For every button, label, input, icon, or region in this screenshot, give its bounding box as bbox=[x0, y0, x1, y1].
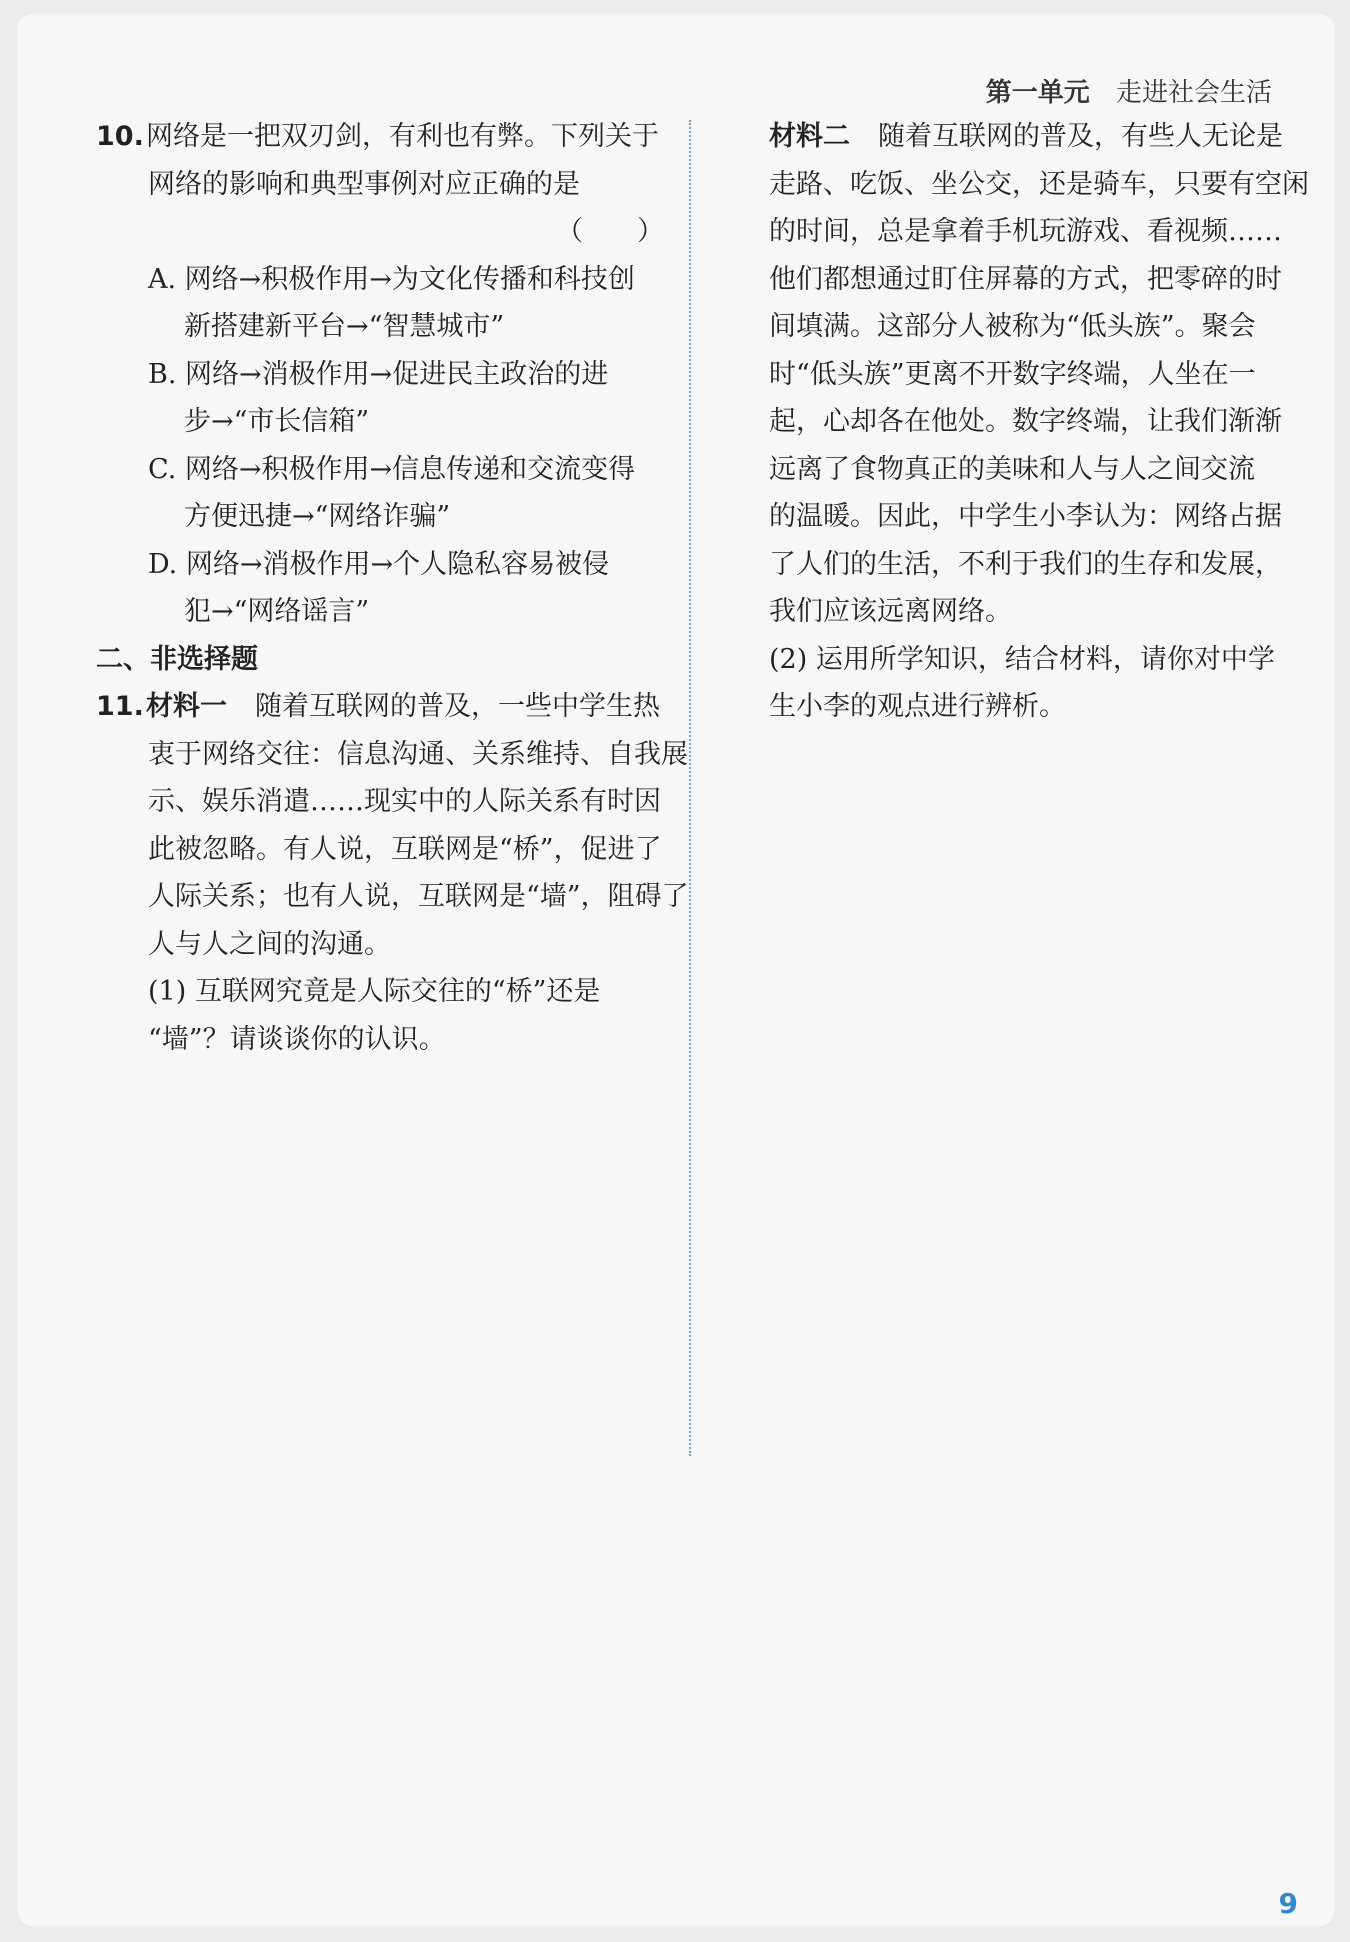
material2-line: 起，心却各在他处。数字终端，让我们渐渐 bbox=[769, 406, 1282, 437]
sub-question-1-line1: (1) 互联网究竟是人际交往的“桥”还是 bbox=[148, 976, 601, 1007]
sub-question-2-line2: 生小李的观点进行辨析。 bbox=[769, 691, 1066, 722]
material2-line: 了人们的生活，不利于我们的生存和发展， bbox=[769, 548, 1282, 580]
left-column bbox=[96, 113, 689, 1063]
sub-question-2-line1: (2) 运用所学知识，结合材料，请你对中学 bbox=[769, 643, 1275, 675]
material2-line: 的时间，总是拿着手机玩游戏、看视频…… bbox=[769, 216, 1282, 247]
unit-subtitle: 走进社会生活 bbox=[1115, 78, 1272, 108]
option-d-line2: 犯→“网络谣言” bbox=[184, 596, 370, 627]
answer-bracket: （ ） bbox=[556, 216, 664, 247]
material2-line: 的温暖。因此，中学生小李认为：网络占据 bbox=[769, 501, 1282, 532]
material2-line: 时“低头族”更离不开数字终端，人坐在一 bbox=[769, 358, 1256, 390]
q10-stem-line2: 网络的影响和典型事例对应正确的是 bbox=[148, 168, 580, 200]
column-divider bbox=[689, 120, 691, 1456]
right-column bbox=[769, 113, 1309, 731]
material2-line: 远离了食物真正的美味和人与人之间交流 bbox=[769, 453, 1255, 485]
q11-material1-line1: 11.材料一 随着互联网的普及，一些中学生热 bbox=[96, 683, 670, 731]
material2-label: 材料二 bbox=[769, 121, 850, 152]
material2-line: 我们应该远离网络。 bbox=[769, 596, 1012, 627]
material1-line: 人与人之间的沟通。 bbox=[148, 928, 391, 960]
material2-line: 走路、吃饭、坐公交，还是骑车，只要有空闲 bbox=[769, 168, 1309, 200]
material1-line: 衷于网络交往：信息沟通、关系维持、自我展 bbox=[148, 738, 688, 770]
material1-line: 示、娱乐消遣……现实中的人际关系有时因 bbox=[148, 786, 661, 817]
option-d-line1: D. 网络→消极作用→个人隐私容易被侵 bbox=[148, 548, 610, 580]
option-c-line2: 方便迅捷→“网络诈骗” bbox=[184, 501, 451, 532]
material2-line1: 材料二 随着互联网的普及，有些人无论是 bbox=[769, 121, 1283, 152]
option-a-line2: 新搭建新平台→“智慧城市” bbox=[184, 311, 505, 342]
option-a-line1: A. 网络→积极作用→为文化传播和科技创 bbox=[148, 263, 635, 295]
page-number: 9 bbox=[1278, 1887, 1298, 1920]
material2-line: 他们都想通过盯住屏幕的方式，把零碎的时 bbox=[769, 263, 1282, 295]
unit-title: 第一单元 bbox=[985, 78, 1090, 108]
option-b-line2: 步→“市长信箱” bbox=[184, 406, 370, 437]
section-heading: 二、非选择题 bbox=[96, 643, 258, 675]
material1-line: 人际关系；也有人说，互联网是“墙”，阻碍了 bbox=[148, 881, 689, 912]
question-number: 10. bbox=[96, 121, 144, 152]
material2-line: 间填满。这部分人被称为“低头族”。聚会 bbox=[769, 311, 1256, 342]
q10-stem-line1: 10.网络是一把双刃剑，有利也有弊。下列关于 bbox=[96, 113, 670, 161]
option-c-line1: C. 网络→积极作用→信息传递和交流变得 bbox=[148, 453, 636, 485]
page-header bbox=[986, 72, 1272, 109]
material1-label: 材料一 bbox=[146, 691, 227, 722]
sub-question-1-line2: “墙”？请谈谈你的认识。 bbox=[148, 1023, 446, 1055]
option-b-line1: B. 网络→消极作用→促进民主政治的进 bbox=[148, 358, 609, 390]
question-number: 11. bbox=[96, 691, 144, 722]
material1-line: 此被忽略。有人说，互联网是“桥”，促进了 bbox=[148, 833, 662, 865]
